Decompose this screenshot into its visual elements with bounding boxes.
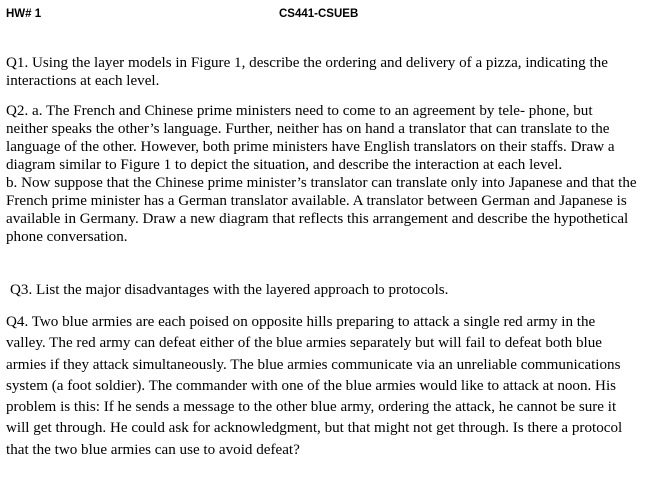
course-code: CS441-CSUEB (279, 8, 359, 20)
question-1: Q1. Using the layer models in Figure 1, describe the ordering and delivery of a pizza, indicating the interactions at each level. (6, 55, 608, 89)
question-2b: b. Now suppose that the Chinese prime minister’s translator can translate only into Japanese and that the French prime minister has a German translator available. A translator between German and Japanese is available in Germany. Draw a new diagram that reflects this arrangement and describe the hypothetical phone conversation. (6, 175, 637, 245)
question-4: Q4. Two blue armies are each poised on opposite hills preparing to attack a single red army in the valley. The red army can defeat either of the blue armies separately but will fail to defeat both blue armies if they attack simultaneously. The blue armies communicate via an unreliable communications system (a foot soldier). The commander with one of the blue armies would like to attack at noon. His problem is this: If he sends a message to the other blue army, ordering the attack, he cannot be sure it will get through. He could ask for acknowledgment, but that might not get through. Is there a protocol that the two blue armies can use to avoid defeat? (6, 314, 623, 458)
question-3: Q3. List the major disadvantages with the layered approach to protocols. (10, 282, 449, 298)
homework-number: HW# 1 (6, 8, 42, 20)
question-list (6, 54, 638, 461)
question-2a: Q2. a. The French and Chinese prime ministers need to come to an agreement by tele- phone, but neither speaks the other’s language. Further, neither has on hand a translator that can translate to the language of the other. However, both prime ministers have English translators on their staffs. Draw a diagram similar to Figure 1 to depict the situation, and describe the interaction at each level. (6, 103, 615, 173)
document-header (6, 8, 636, 26)
